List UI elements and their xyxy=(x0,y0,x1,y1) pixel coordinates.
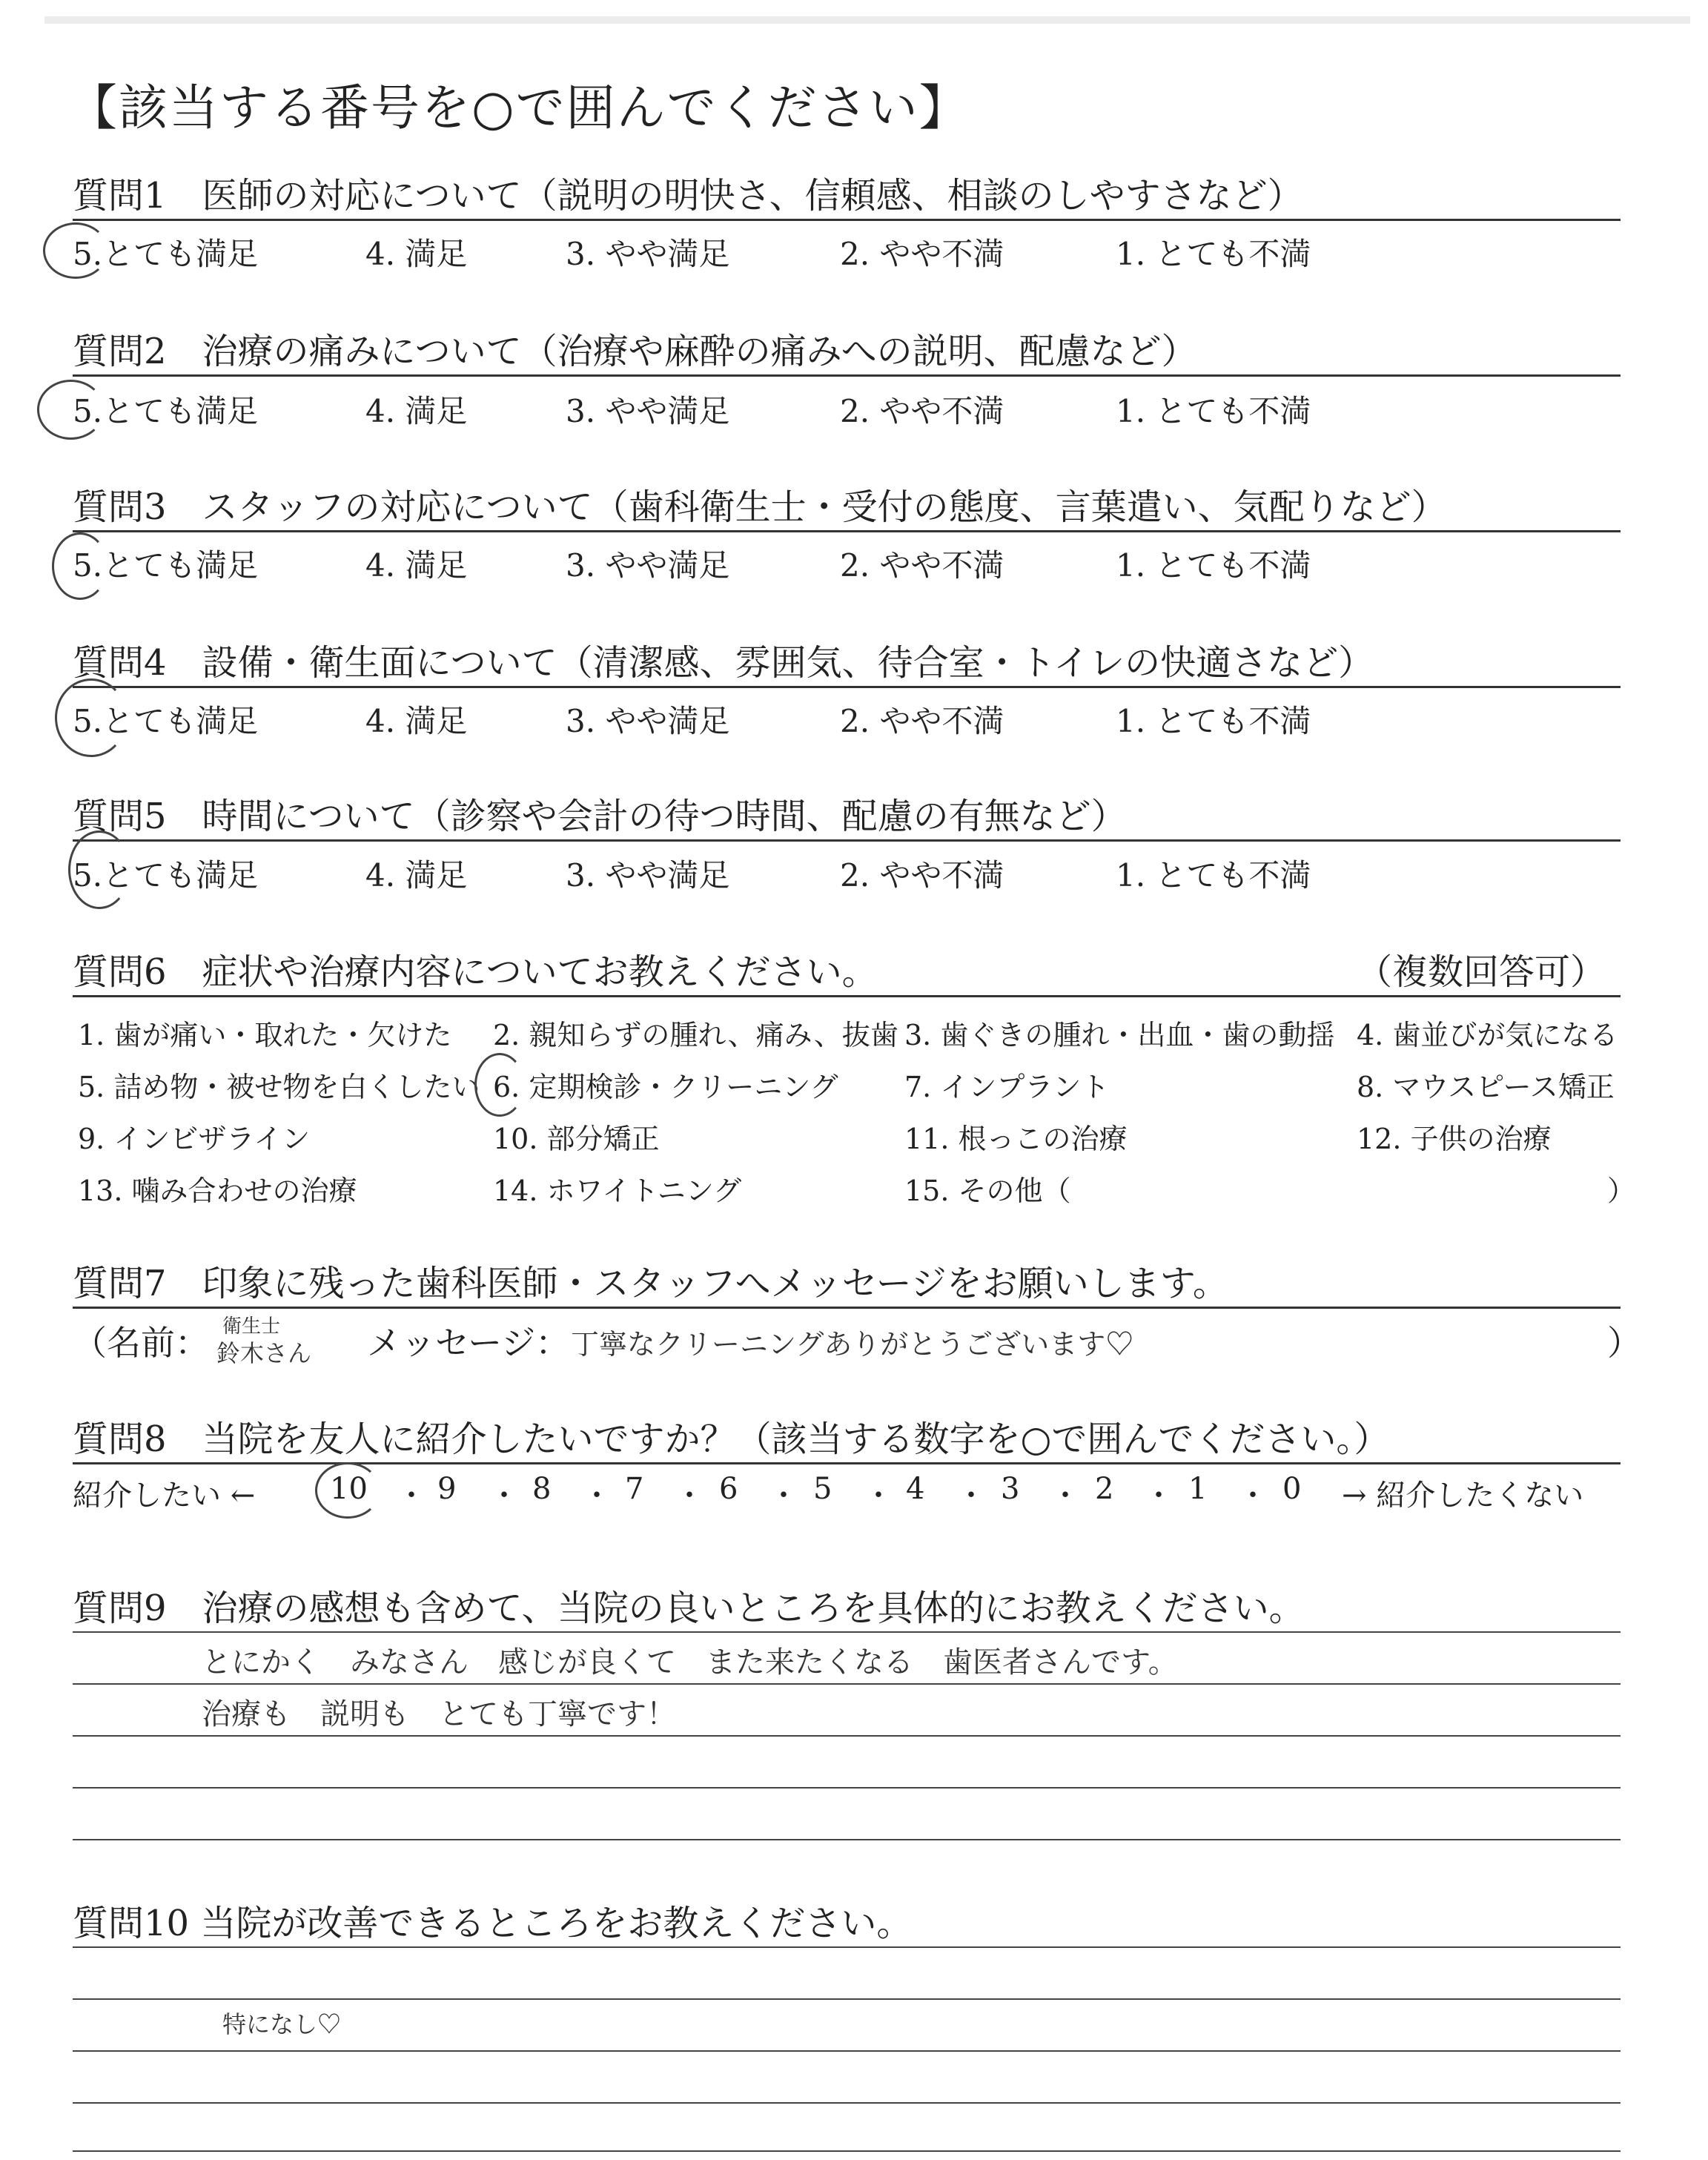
question-title: 質問4 設備・衛生面について（清潔感、雰囲気、待合室・トイレの快適さなど） xyxy=(73,642,1374,684)
q6-option-13[interactable]: 13. 噛み合わせの治療 xyxy=(78,1175,357,1207)
option-3[interactable]: 3. やや満足 xyxy=(566,547,730,584)
q6-option-12[interactable]: 12. 子供の治療 xyxy=(1357,1123,1552,1155)
q6-option-5[interactable]: 5. 詰め物・被せ物を白くしたい xyxy=(78,1071,480,1103)
scale-7[interactable]: 7 xyxy=(625,1472,644,1506)
q6-option-7[interactable]: 7. インプラント xyxy=(904,1071,1110,1103)
answer-line xyxy=(73,1683,1621,1685)
q6-option-2[interactable]: 2. 親知らずの腫れ、痛み、抜歯 xyxy=(493,1019,898,1051)
option-4[interactable]: 4. 満足 xyxy=(365,703,468,739)
answer-line xyxy=(73,2050,1621,2052)
scale-10[interactable]: 10 xyxy=(330,1472,368,1506)
close-paren: ） xyxy=(1607,1323,1641,1363)
answer-line xyxy=(73,1787,1621,1789)
multiple-answer-note: （複数回答可） xyxy=(1357,951,1606,993)
option-1[interactable]: 1. とても不満 xyxy=(1116,703,1311,739)
page-title: 【該当する番号を○で囲んでください】 xyxy=(68,79,970,136)
divider xyxy=(73,374,1621,377)
message-label: メッセージ： xyxy=(367,1323,570,1363)
divider xyxy=(73,530,1621,532)
q6-option-1[interactable]: 1. 歯が痛い・取れた・欠けた xyxy=(78,1019,452,1051)
answer-text[interactable]: 特になし♡ xyxy=(222,2010,342,2038)
option-2[interactable]: 2. やや不満 xyxy=(840,547,1004,584)
option-2[interactable]: 2. やや不満 xyxy=(840,393,1004,429)
option-5[interactable]: 5.とても満足 xyxy=(73,703,259,739)
question-title: 質問3 スタッフの対応について（歯科衛生士・受付の態度、言葉遣い、気配りなど） xyxy=(73,486,1447,528)
name-label: （名前： xyxy=(73,1323,209,1363)
question-title: 質問6 症状や治療内容についてお教えください。 xyxy=(73,951,878,993)
option-2[interactable]: 2. やや不満 xyxy=(840,703,1004,739)
name-value-line1[interactable]: 衛生士 xyxy=(222,1315,281,1338)
option-3[interactable]: 3. やや満足 xyxy=(566,703,730,739)
q6-option-4[interactable]: 4. 歯並びが気になる xyxy=(1357,1019,1618,1051)
answer-line xyxy=(73,2102,1621,2104)
scale-separator: ・ xyxy=(489,1479,519,1513)
name-value-line2[interactable]: 鈴木さん xyxy=(216,1339,312,1367)
scale-9[interactable]: 9 xyxy=(437,1472,457,1506)
scale-2[interactable]: 2 xyxy=(1095,1472,1114,1506)
scale-0[interactable]: 0 xyxy=(1282,1472,1302,1506)
answer-line xyxy=(73,2150,1621,2152)
q6-option-15[interactable]: 15. その他（ xyxy=(904,1175,1071,1207)
option-5[interactable]: 5.とても満足 xyxy=(73,393,259,429)
option-3[interactable]: 3. やや満足 xyxy=(566,236,730,272)
divider xyxy=(73,219,1621,221)
divider xyxy=(73,686,1621,688)
scale-separator: ・ xyxy=(397,1479,426,1513)
option-1[interactable]: 1. とても不満 xyxy=(1116,393,1311,429)
scale-separator: ・ xyxy=(1144,1479,1174,1513)
scale-3[interactable]: 3 xyxy=(1001,1472,1020,1506)
divider xyxy=(73,839,1621,842)
answer-line xyxy=(73,1631,1621,1633)
answer-text-line1[interactable]: とにかく みなさん 感じが良くて また来たくなる 歯医者さんです。 xyxy=(202,1645,1178,1680)
question-title: 質問8 当院を友人に紹介したいですか？（該当する数字を○で囲んでください。） xyxy=(73,1418,1390,1460)
option-1[interactable]: 1. とても不満 xyxy=(1116,547,1311,584)
scale-8[interactable]: 8 xyxy=(532,1472,552,1506)
option-5[interactable]: 5.とても満足 xyxy=(73,236,259,272)
scale-4[interactable]: 4 xyxy=(906,1472,925,1506)
answer-line xyxy=(73,1735,1621,1737)
option-2[interactable]: 2. やや不満 xyxy=(840,236,1004,272)
option-4[interactable]: 4. 満足 xyxy=(365,393,468,429)
message-value[interactable]: 丁寧なクリーニングありがとうございます♡ xyxy=(571,1328,1134,1361)
divider xyxy=(73,1462,1621,1464)
q6-option-6[interactable]: 6. 定期検診・クリーニング xyxy=(493,1071,838,1103)
q6-option-3[interactable]: 3. 歯ぐきの腫れ・出血・歯の動揺 xyxy=(904,1019,1335,1051)
answer-line xyxy=(73,1946,1621,1948)
scale-separator: ・ xyxy=(675,1479,704,1513)
q6-option-9[interactable]: 9. インビザライン xyxy=(78,1123,311,1155)
option-2[interactable]: 2. やや不満 xyxy=(840,857,1004,894)
option-3[interactable]: 3. やや満足 xyxy=(566,857,730,894)
question-title: 質問5 時間について（診察や会計の待つ時間、配慮の有無など） xyxy=(73,796,1127,837)
divider xyxy=(73,995,1621,997)
scale-separator: ・ xyxy=(582,1479,612,1513)
q6-other-close: ） xyxy=(1607,1175,1636,1207)
option-4[interactable]: 4. 満足 xyxy=(365,236,468,272)
recommend-left-label: 紹介したい ← xyxy=(73,1479,256,1513)
answer-line xyxy=(73,1998,1621,2000)
question-title: 質問10 当院が改善できるところをお教えください。 xyxy=(73,1903,913,1944)
scale-separator: ・ xyxy=(1050,1479,1080,1513)
q6-option-14[interactable]: 14. ホワイトニング xyxy=(493,1175,742,1207)
question-title: 質問1 医師の対応について（説明の明快さ、信頼感、相談のしやすさなど） xyxy=(73,175,1303,217)
scale-separator: ・ xyxy=(769,1479,798,1513)
option-5[interactable]: 5.とても満足 xyxy=(73,857,259,894)
option-5[interactable]: 5.とても満足 xyxy=(73,547,259,584)
recommend-right-label: → 紹介したくない xyxy=(1342,1479,1584,1513)
answer-line xyxy=(73,1839,1621,1840)
scale-1[interactable]: 1 xyxy=(1188,1472,1208,1506)
q6-option-10[interactable]: 10. 部分矯正 xyxy=(493,1123,660,1155)
scale-separator: ・ xyxy=(956,1479,986,1513)
scale-separator: ・ xyxy=(864,1479,893,1513)
q6-option-8[interactable]: 8. マウスピース矯正 xyxy=(1357,1071,1615,1103)
option-1[interactable]: 1. とても不満 xyxy=(1116,236,1311,272)
option-4[interactable]: 4. 満足 xyxy=(365,547,468,584)
question-title: 質問9 治療の感想も含めて、当院の良いところを具体的にお教えください。 xyxy=(73,1588,1305,1629)
q6-option-11[interactable]: 11. 根っこの治療 xyxy=(904,1123,1128,1155)
scan-edge xyxy=(44,16,1690,24)
question-title: 質問7 印象に残った歯科医師・スタッフへメッセージをお願いします。 xyxy=(73,1263,1228,1304)
answer-text-line2[interactable]: 治療も 説明も とても丁寧です！ xyxy=(202,1697,676,1731)
option-4[interactable]: 4. 満足 xyxy=(365,857,468,894)
option-3[interactable]: 3. やや満足 xyxy=(566,393,730,429)
option-1[interactable]: 1. とても不満 xyxy=(1116,857,1311,894)
scale-6[interactable]: 6 xyxy=(719,1472,738,1506)
question-title: 質問2 治療の痛みについて（治療や麻酔の痛みへの説明、配慮など） xyxy=(73,331,1197,372)
scale-5[interactable]: 5 xyxy=(813,1472,833,1506)
scale-separator: ・ xyxy=(1238,1479,1268,1513)
divider xyxy=(73,1307,1621,1309)
